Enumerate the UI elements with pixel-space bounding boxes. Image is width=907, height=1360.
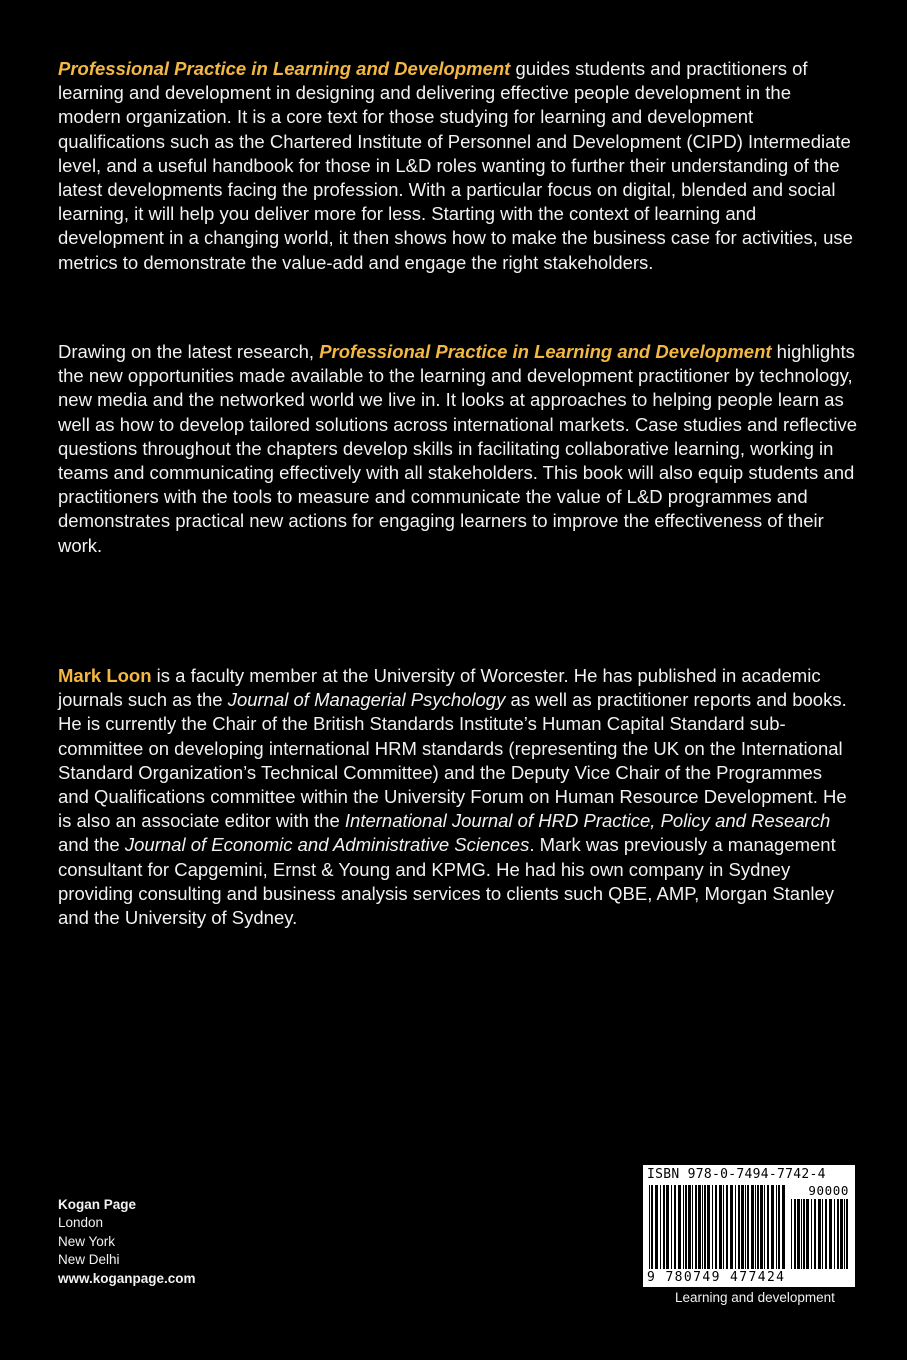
- barcode-bar: [791, 1199, 792, 1269]
- barcode-bar: [747, 1185, 749, 1269]
- bio-text: as well as practitioner reports and books. He is currently the Chair of the British Standards Institute’s Human Capital Standard sub-committee on developing international HRM standards (representing the UK on the International Standard Organization’s Technical Committee) and the Deputy Vice Chair of the Programmes and Qualifications committee within the University Forum on Human Resource Development. He is also an associate editor with the: [58, 689, 847, 832]
- barcode-bar: [767, 1185, 769, 1269]
- barcode-bar: [738, 1185, 740, 1269]
- barcode-bar: [778, 1185, 780, 1269]
- barcode-bar: [663, 1185, 665, 1269]
- barcode-bar: [822, 1199, 823, 1269]
- barcode-bar: [715, 1185, 717, 1269]
- journal-title: International Journal of HRD Practice, Policy and Research: [344, 810, 831, 832]
- barcode-bar: [803, 1199, 805, 1269]
- barcode-bar: [666, 1185, 669, 1269]
- barcode-bar: [726, 1185, 728, 1269]
- barcode-bar: [704, 1185, 706, 1269]
- barcode-bar: [757, 1185, 759, 1269]
- barcode-bar: [655, 1185, 658, 1269]
- barcode-bar: [797, 1199, 800, 1269]
- barcode-bar: [794, 1199, 796, 1269]
- barcode-bar: [741, 1185, 744, 1269]
- barcode-bar: [818, 1199, 821, 1269]
- isbn-label: ISBN 978-0-7494-7742-4: [647, 1167, 826, 1182]
- book-title-highlight: Professional Practice in Learning and Development: [319, 341, 772, 362]
- price-code: 90000: [808, 1183, 849, 1198]
- barcode-bar: [707, 1185, 710, 1269]
- barcode-bar: [834, 1199, 835, 1269]
- barcode-bar: [660, 1185, 661, 1269]
- barcode-bar: [671, 1185, 672, 1269]
- barcode-bar: [755, 1185, 756, 1269]
- publisher-name: Kogan Page: [58, 1197, 137, 1212]
- publisher-city: New York: [58, 1233, 116, 1249]
- description-lead: Drawing on the latest research,: [58, 341, 320, 362]
- barcode-bar: [829, 1199, 832, 1269]
- barcode-bar: [723, 1185, 724, 1269]
- barcode-bar: [846, 1199, 848, 1269]
- barcode-bar: [698, 1185, 701, 1269]
- barcode-bar: [801, 1199, 802, 1269]
- publisher-block: [58, 1196, 196, 1288]
- barcode-bar: [782, 1185, 785, 1269]
- barcode-bar: [776, 1185, 777, 1269]
- barcode-bar: [840, 1199, 843, 1269]
- book-title-highlight: Professional Practice in Learning and Development: [58, 58, 511, 79]
- barcode-bar: [651, 1185, 653, 1269]
- author-bio: [58, 664, 858, 930]
- barcode-bar: [688, 1185, 691, 1269]
- barcode-bar: [730, 1185, 733, 1269]
- barcode-bar: [719, 1185, 722, 1269]
- bio-text: and the: [58, 834, 125, 856]
- barcode-bar: [844, 1199, 845, 1269]
- barcode-bar: [695, 1185, 697, 1269]
- barcode-bar: [712, 1185, 713, 1269]
- barcode-bar: [692, 1185, 693, 1269]
- barcode-bar: [811, 1199, 812, 1269]
- barcode-bar: [685, 1185, 687, 1269]
- bio-text: . Mark was previously a management consultant for Capgemini, Ernst & Young and KPMG. He had his own company in Sydney providing consulting and business analysis services to clients such QBE, AMP, Morgan Stanley and the University of Sydney.: [58, 834, 836, 929]
- category-label: Learning and development: [675, 1290, 835, 1305]
- barcode-bar: [751, 1185, 754, 1269]
- barcode-bar: [760, 1185, 763, 1269]
- description-text: guides students and practitioners of learning and development in designing and delivering effective people development in the modern organization. It is a core text for those studying for learning and development qualifications such as the Chartered Institute of Personnel and Development (CIPD) Intermediate level, and a useful handbook for those in L&D roles wanting to further their understanding of the latest developments facing the profession. With a particular focus on digital, blended and social learning, it will help you deliver more for less. Starting with the context of learning and development in a changing world, it then shows how to make the business case for activities, use metrics to demonstrate the value-add and engage the right stakeholders.: [58, 58, 853, 273]
- description-text: highlights the new opportunities made available to the learning and development practitioner by technology, new media and the networked world we live in. It looks at approaches to helping people learn as well as how to develop tailored solutions across international markets. Case studies and reflective questions throughout the chapters develop skills in facilitating collaborative learning, working in teams and communicating effectively with all stakeholders. This book will also equip students and practitioners with the tools to measure and communicate the value of L&D programmes and demonstrates practical new actions for engaging learners to improve the effectiveness of their work.: [58, 341, 857, 556]
- barcode-bar: [702, 1185, 703, 1269]
- barcode-bar: [814, 1199, 816, 1269]
- barcode-bars-icon: [643, 1165, 855, 1287]
- barcode-bar: [806, 1199, 809, 1269]
- description-paragraph-2: [58, 340, 858, 558]
- barcode-bar: [678, 1185, 681, 1269]
- barcode-bar: [735, 1185, 736, 1269]
- bio-text: is a faculty member at the University of Worcester. He has published in academic journals such as the: [58, 665, 821, 711]
- barcode-bar: [649, 1185, 650, 1269]
- barcode-bar: [825, 1199, 827, 1269]
- publisher-city: New Delhi: [58, 1252, 120, 1268]
- publisher-city: London: [58, 1215, 104, 1231]
- barcode-bar: [837, 1199, 839, 1269]
- barcode-bar: [683, 1185, 684, 1269]
- ean-digits: 9 780749 477424: [647, 1270, 786, 1285]
- barcode-bar: [745, 1185, 746, 1269]
- journal-title: Journal of Economic and Administrative Sciences: [124, 834, 530, 856]
- author-name: Mark Loon: [58, 665, 152, 686]
- barcode-bar: [771, 1185, 774, 1269]
- isbn-barcode: [643, 1165, 855, 1287]
- journal-title: Journal of Managerial Psychology: [227, 689, 506, 711]
- barcode-bar: [764, 1185, 765, 1269]
- publisher-website: www.koganpage.com: [58, 1270, 196, 1286]
- description-paragraph-1: [58, 57, 858, 275]
- barcode-bar: [674, 1185, 676, 1269]
